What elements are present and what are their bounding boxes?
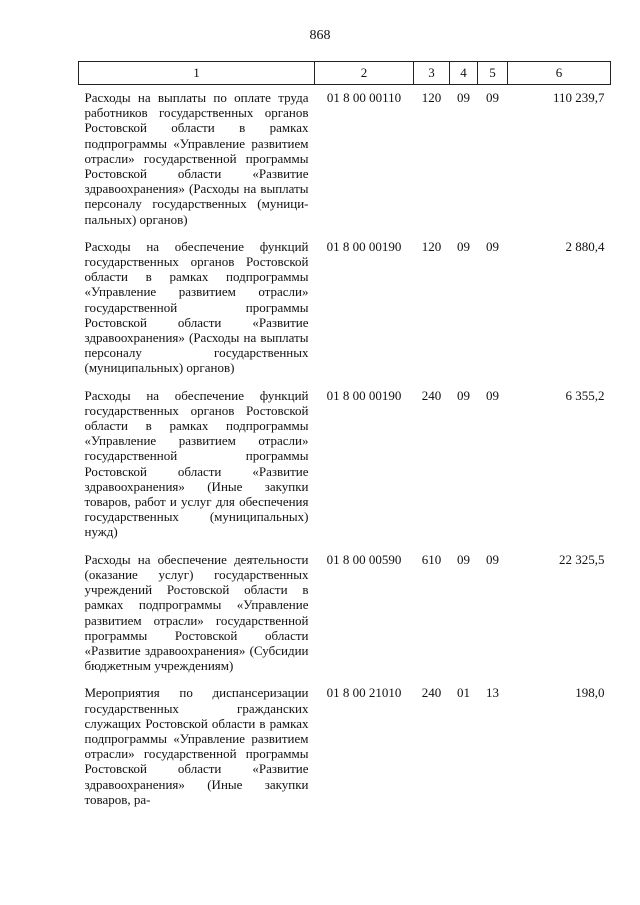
row-col-4: 09	[457, 238, 470, 254]
row-col-5: 09	[486, 238, 499, 254]
header-col-1: 1	[79, 62, 315, 85]
table-row	[79, 388, 611, 552]
row-code: 01 8 00 21010	[326, 685, 402, 701]
budget-table	[78, 61, 611, 819]
page-number: 868	[309, 28, 331, 43]
row-col-3: 120	[421, 90, 442, 105]
table-row	[79, 552, 611, 686]
header-row	[79, 62, 611, 85]
header-col-4: 4	[450, 62, 478, 85]
row-description: Мероприятия по диспансеризации государственных гражданских служащих Ростовской области в рамках подпрограммы «Управление развитием отрасли» государственной программы Ростовской области «Развитие здравоохранения» (Иные закупки товаров, ра-	[84, 685, 309, 807]
row-col-3: 120	[421, 238, 442, 254]
row-amount: 110 239,7	[552, 90, 605, 105]
row-code: 01 8 00 00110	[326, 90, 402, 105]
row-description: Расходы на обеспечение функций государственных органов Ростовской области в рамках подпрограммы «Управление развитием отрасли» государственной программы Ростовской области «Развитие здравоохранения» (Расходы на выплаты персоналу государственных (муниципальных) органов)	[84, 238, 309, 376]
header-col-5: 5	[478, 62, 508, 85]
row-code: 01 8 00 00190	[326, 387, 402, 403]
row-col-3: 240	[421, 387, 442, 403]
row-amount: 22 325,5	[559, 551, 605, 567]
row-col-4: 09	[457, 551, 470, 567]
row-description: Расходы на обеспечение деятельности (оказание услуг) государственных учреждений Ростовской области в рамках подпрограммы «Управление развитием отрасли» государственной программы Ростовской области «Развитие здравоохранения» (Субсидии бюджетным учреждениям)	[84, 551, 309, 674]
row-col-4: 09	[457, 90, 470, 105]
row-description: Расходы на выплаты по оплате труда работников государственных органов Ростовской области в рамках подпрограммы «Управление развитием отрасли» государственной программы Ростовской области «Развитие здравоохранения» (Расходы на выплаты персоналу государственных (муниципальных) органов)	[84, 90, 309, 227]
table-row	[79, 685, 611, 819]
row-col-5: 09	[486, 90, 499, 105]
table-row	[79, 85, 611, 239]
row-col-4: 09	[457, 387, 470, 403]
row-col-5: 09	[486, 387, 499, 403]
table-row	[79, 239, 611, 388]
row-col-5: 13	[486, 685, 499, 701]
row-col-5: 09	[486, 551, 499, 567]
row-col-4: 01	[457, 685, 470, 701]
row-amount: 198,0	[575, 685, 605, 701]
row-description: Расходы на обеспечение функций государственных органов Ростовской области в рамках подпрограммы «Управление развитием отрасли» государственной программы Ростовской области «Развитие здравоохранения» (Иные закупки товаров, работ и услуг для обеспечения государственных (муниципальных) нужд)	[84, 387, 309, 540]
row-amount: 6 355,2	[565, 387, 605, 403]
row-code: 01 8 00 00590	[326, 551, 402, 567]
header-col-6: 6	[508, 62, 611, 85]
row-col-3: 240	[421, 685, 442, 701]
header-col-3: 3	[414, 62, 450, 85]
row-amount: 2 880,4	[565, 238, 605, 254]
row-code: 01 8 00 00190	[326, 238, 402, 254]
row-col-3: 610	[421, 551, 442, 567]
header-col-2: 2	[315, 62, 414, 85]
